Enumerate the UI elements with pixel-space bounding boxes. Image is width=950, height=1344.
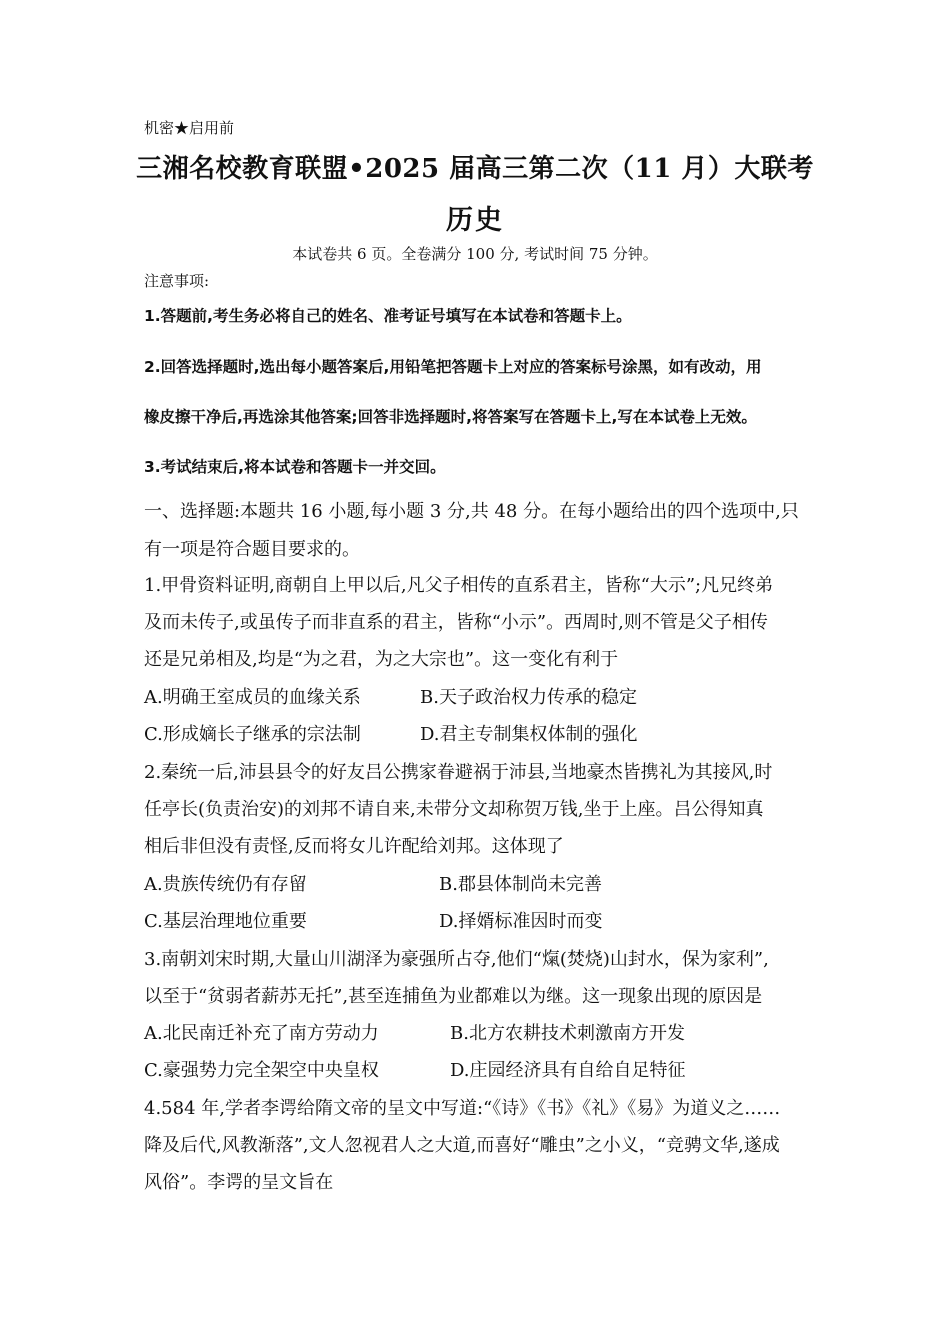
- q3-stem-line-1: 3.南朝刘宋时期,大量山川湖泽为豪强所占夺,他们“熂(焚烧)山封水，保为家利”,: [144, 949, 769, 970]
- q1-stem-line-1: 1.甲骨资料证明,商朝自上甲以后,凡父子相传的直系君主，皆称“大示”;凡兄终弟: [144, 575, 774, 596]
- q3-option-b: B.北方农耕技术刺激南方开发: [450, 1023, 685, 1044]
- notice-title: 注意事项:: [144, 272, 210, 290]
- exam-title: 三湘名校教育联盟•2025 届高三第二次（11 月）大联考: [136, 154, 814, 184]
- q4-stem-line-2: 降及后代,风教渐落”,文人忽视君人之大道,而喜好“雕虫”之小义，“竞骋文华,遂成: [144, 1135, 780, 1156]
- q2-stem-line-1: 2.秦统一后,沛县县令的好友吕公携家眷避祸于沛县,当地豪杰皆携礼为其接风,时: [144, 762, 773, 783]
- q2-stem-line-3: 相后非但没有责怪,反而将女儿许配给刘邦。这体现了: [144, 836, 564, 857]
- q3-stem-line-2: 以至于“贫弱者薪苏无托”,甚至连捕鱼为业都难以为继。这一现象出现的原因是: [144, 986, 763, 1007]
- q2-option-d: D.择婿标准因时而变: [439, 911, 603, 932]
- section-instruction-line-1: 一、选择题:本题共 16 小题,每小题 3 分,共 48 分。在每小题给出的四个选项中,只: [144, 501, 799, 522]
- q4-stem-line-1: 4.584 年,学者李谔给隋文帝的呈文中写道:“《诗》《书》《礼》《易》为道义之……: [144, 1098, 781, 1119]
- q3-option-c: C.豪强势力完全架空中央皇权: [144, 1060, 379, 1081]
- subject-title: 历史: [446, 205, 504, 236]
- q3-option-d: D.庄园经济具有自给自足特征: [450, 1060, 686, 1081]
- q1-option-a: A.明确王室成员的血缘关系: [144, 687, 361, 708]
- q2-option-c: C.基层治理地位重要: [144, 911, 307, 932]
- q2-stem-line-2: 任亭长(负责治安)的刘邦不请自来,未带分文却称贺万钱,坐于上座。吕公得知真: [144, 799, 764, 820]
- notice-item-3: 3.考试结束后,将本试卷和答题卡一并交回。: [144, 458, 446, 476]
- q1-option-c: C.形成嫡长子继承的宗法制: [144, 724, 361, 745]
- section-instruction-line-2: 有一项是符合题目要求的。: [144, 539, 360, 560]
- exam-info: 本试卷共 6 页。全卷满分 100 分, 考试时间 75 分钟。: [292, 245, 658, 263]
- q1-option-b: B.天子政治权力传承的稳定: [420, 687, 637, 708]
- confidential-label: 机密★启用前: [144, 119, 235, 137]
- notice-item-2-line-1: 2.回答选择题时,选出每小题答案后,用铅笔把答题卡上对应的答案标号涂黑，如有改动，用: [144, 358, 762, 376]
- q2-option-b: B.郡县体制尚未完善: [439, 874, 602, 895]
- q3-option-a: A.北民南迁补充了南方劳动力: [144, 1023, 379, 1044]
- q1-option-d: D.君主专制集权体制的强化: [420, 724, 638, 745]
- notice-item-2-line-2: 橡皮擦干净后,再选涂其他答案;回答非选择题时,将答案写在答题卡上,写在本试卷上无效。: [144, 408, 757, 426]
- q2-option-a: A.贵族传统仍有存留: [144, 874, 307, 895]
- q4-stem-line-3: 风俗”。李谔的呈文旨在: [144, 1172, 334, 1193]
- notice-item-1: 1.答题前,考生务必将自己的姓名、准考证号填写在本试卷和答题卡上。: [144, 307, 632, 325]
- q1-stem-line-3: 还是兄弟相及,均是“为之君，为之大宗也”。这一变化有利于: [144, 649, 619, 670]
- q1-stem-line-2: 及而未传子,或虽传子而非直系的君主，皆称“小示”。西周时,则不管是父子相传: [144, 612, 768, 633]
